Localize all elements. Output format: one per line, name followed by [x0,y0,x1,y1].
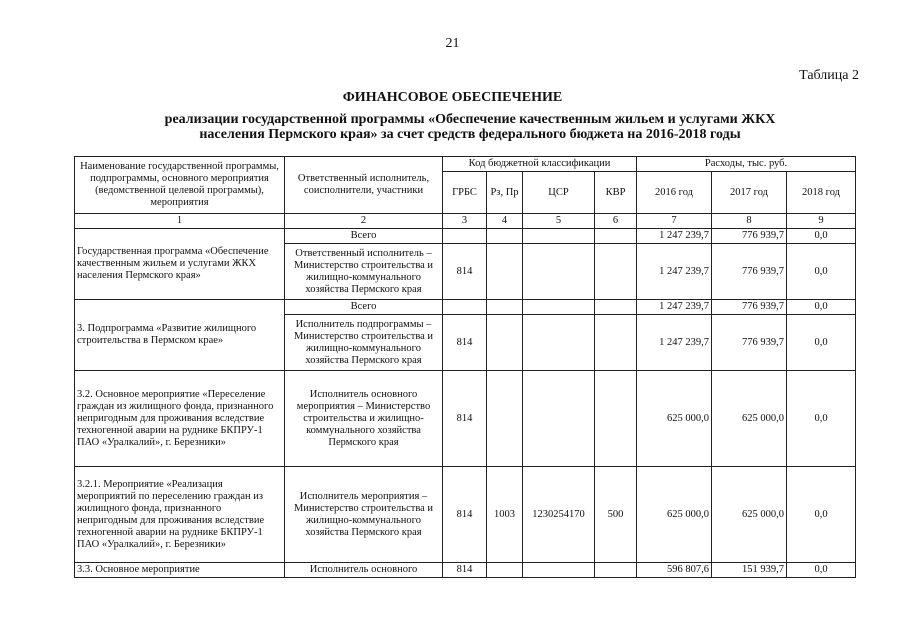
value-2016: 1 247 239,7 [637,315,712,371]
value-2017: 776 939,7 [712,244,787,300]
measure-3-2-row [75,371,856,467]
value-2016: 1 247 239,7 [637,229,712,244]
header-name: Наименование государственной программы, подпрограммы, основного мероприятия (ведомственной целевой программы), мероприятия [75,157,285,214]
subprogram-name: 3. Подпрограмма «Развитие жилищного строительства в Пермском крае» [75,300,285,371]
col-number: 9 [787,214,856,229]
subtitle-line-1: реализации государственной программы «Обеспечение качественным жильем и услугами ЖКХ [164,112,776,127]
value-2016: 1 247 239,7 [637,244,712,300]
grbs-value: 814 [443,315,487,371]
kvr-value: 500 [595,467,637,563]
value-2016: 625 000,0 [637,467,712,563]
value-2018: 0,0 [787,300,856,315]
program-total-row [75,229,856,244]
value-2017: 776 939,7 [712,300,787,315]
header-executor: Ответственный исполнитель, соисполнители, участники [285,157,443,214]
page-number: 21 [445,36,460,51]
value-2017: 625 000,0 [712,467,787,563]
executor: Исполнитель основного [285,563,443,578]
executor: Ответственный исполнитель – Министерство строительства и жилищно-коммунального хозяйства Пермского края [285,244,443,300]
col-number: 2 [285,214,443,229]
measure-name: 3.2.1. Мероприятие «Реализация мероприятий по переселению граждан из жилищного фонда, признанного непригодным для проживания вследствие техногенной аварии на руднике БКПРУ-1 ПАО «Уралкалий», г. Березники» [75,467,285,563]
header-csr: ЦСР [523,172,595,214]
header-2016: 2016 год [637,172,712,214]
value-2018: 0,0 [787,229,856,244]
measure-3-3-row [75,563,856,578]
header-2018: 2018 год [787,172,856,214]
table-label: Таблица 2 [799,68,859,83]
measure-name: 3.2. Основное мероприятие «Переселение граждан из жилищного фонда, признанного непригодным для проживания вследствие техногенной аварии на руднике БКПРУ-1 ПАО «Уралкалий», г. Березники» [75,371,285,467]
value-2016: 625 000,0 [637,371,712,467]
value-2016: 1 247 239,7 [637,300,712,315]
total-label: Всего [285,229,443,244]
executor: Исполнитель основного мероприятия – Министерство строительства и жилищно-коммунального хозяйства Пермского края [285,371,443,467]
measure-name: 3.3. Основное мероприятие [75,563,285,578]
col-number: 4 [487,214,523,229]
value-2018: 0,0 [787,371,856,467]
col-number: 3 [443,214,487,229]
executor: Исполнитель подпрограммы – Министерство строительства и жилищно-коммунального хозяйства Пермского края [285,315,443,371]
col-number: 5 [523,214,595,229]
value-2018: 0,0 [787,315,856,371]
document-subtitle [120,112,820,142]
total-label: Всего [285,300,443,315]
col-number: 1 [75,214,285,229]
grbs-value: 814 [443,244,487,300]
subtitle-line-2: населения Пермского края» за счет средств федерального бюджета на 2016-2018 годы [199,127,741,142]
grbs-value: 814 [443,371,487,467]
rz-pr-value: 1003 [487,467,523,563]
header-kvr: КВР [595,172,637,214]
col-number: 6 [595,214,637,229]
col-number: 8 [712,214,787,229]
header-row-1 [75,157,856,172]
grbs-value: 814 [443,467,487,563]
program-name: Государственная программа «Обеспечение качественным жильем и услугами ЖКХ населения Пермского края» [75,229,285,300]
header-grbs: ГРБС [443,172,487,214]
grbs-value: 814 [443,563,487,578]
budget-table [74,156,856,578]
value-2017: 151 939,7 [712,563,787,578]
value-2017: 776 939,7 [712,315,787,371]
executor: Исполнитель мероприятия – Министерство строительства и жилищно-коммунального хозяйства Пермского края [285,467,443,563]
col-number: 7 [637,214,712,229]
measure-3-2-1-row [75,467,856,563]
csr-value: 1230254170 [523,467,595,563]
value-2016: 596 807,6 [637,563,712,578]
document-title: ФИНАНСОВОЕ ОБЕСПЕЧЕНИЕ [342,90,563,105]
subprogram-total-row [75,300,856,315]
value-2018: 0,0 [787,563,856,578]
header-budget-code: Код бюджетной классификации [443,157,637,172]
value-2017: 625 000,0 [712,371,787,467]
value-2018: 0,0 [787,467,856,563]
header-expenses: Расходы, тыс. руб. [637,157,856,172]
header-2017: 2017 год [712,172,787,214]
header-rz-pr: Рз, Пр [487,172,523,214]
value-2017: 776 939,7 [712,229,787,244]
column-number-row [75,214,856,229]
value-2018: 0,0 [787,244,856,300]
